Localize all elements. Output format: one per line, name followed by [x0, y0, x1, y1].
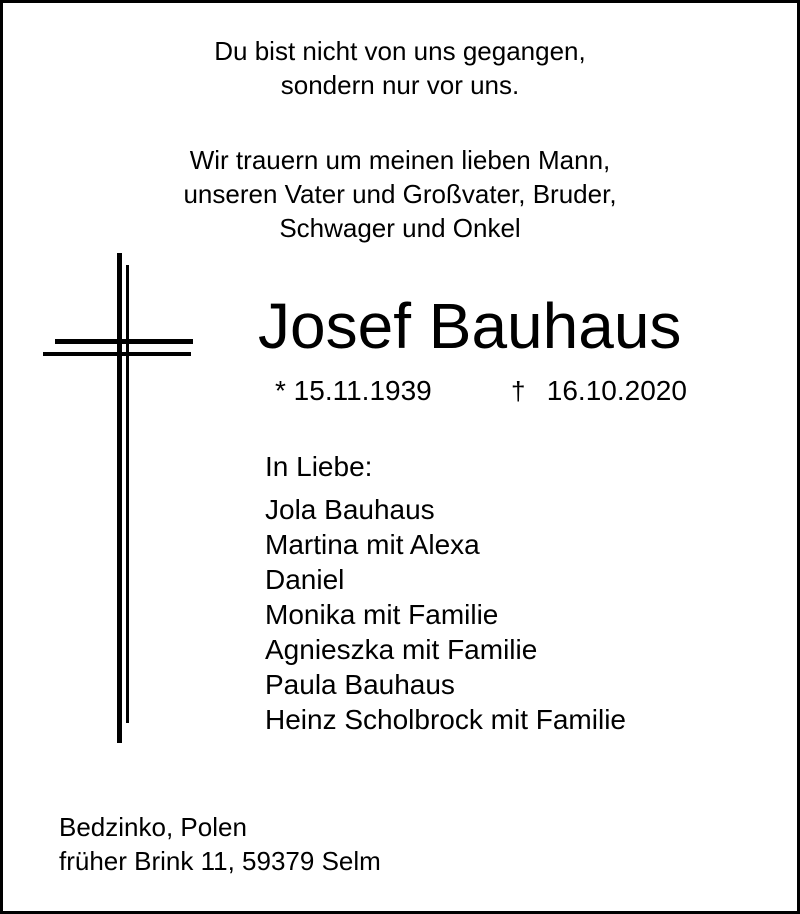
birth-date: * 15.11.1939: [275, 375, 432, 406]
deceased-name: Josef Bauhaus: [258, 290, 682, 362]
cross-icon: [41, 251, 201, 751]
list-item: Monika mit Familie: [265, 599, 499, 630]
mourners-list: [265, 492, 626, 737]
list-item: Paula Bauhaus: [265, 669, 455, 700]
address: [59, 810, 381, 878]
mourning-text: [3, 143, 797, 245]
death-date-group: [511, 373, 687, 409]
quote-line: sondern nur vor uns.: [280, 70, 520, 100]
list-item: Heinz Scholbrock mit Familie: [265, 704, 626, 735]
address-line: Bedzinko, Polen: [59, 812, 247, 842]
in-love-heading: In Liebe:: [265, 451, 373, 482]
dagger-icon: †: [511, 376, 526, 406]
address-line: früher Brink 11, 59379 Selm: [59, 846, 381, 876]
list-item: Jola Bauhaus: [265, 494, 435, 525]
mourning-line: Wir trauern um meinen lieben Mann,: [189, 145, 611, 175]
quote-line: Du bist nicht von uns gegangen,: [214, 36, 586, 66]
death-date: 16.10.2020: [546, 375, 687, 406]
list-item: Agnieszka mit Familie: [265, 634, 538, 665]
opening-quote: [3, 34, 797, 102]
mourning-line: Schwager und Onkel: [279, 213, 521, 243]
mourning-line: unseren Vater und Großvater, Bruder,: [183, 179, 617, 209]
list-item: Daniel: [265, 564, 345, 595]
list-item: Martina mit Alexa: [265, 529, 480, 560]
